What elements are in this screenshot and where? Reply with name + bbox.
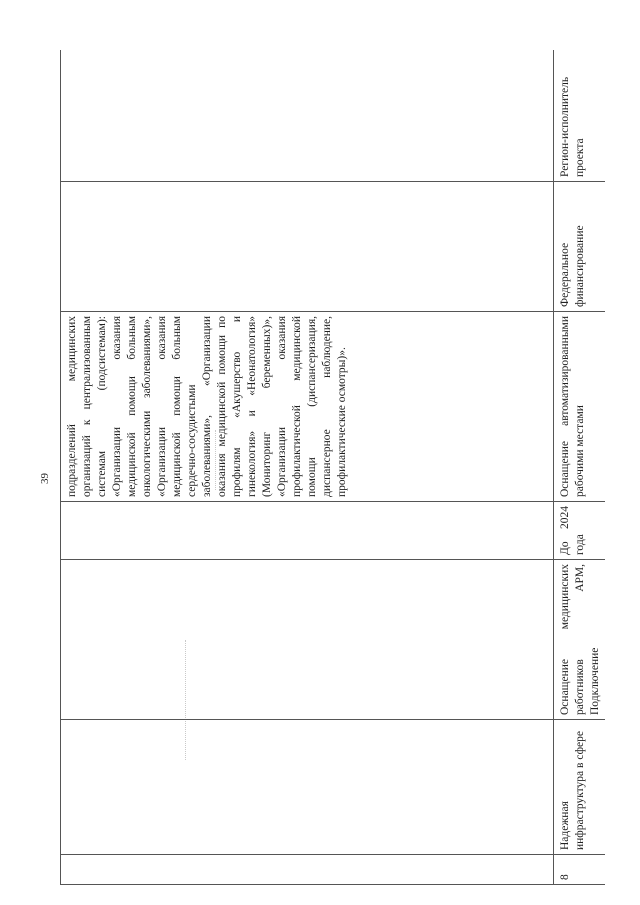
cell-financing: Федеральное финансирование [554, 182, 606, 312]
cell-deadline: До 2024 года [554, 502, 606, 560]
cell-empty [61, 502, 554, 560]
rotated-table-region [60, 50, 605, 885]
cell-empty [61, 855, 554, 885]
cell-row-number: 8 [554, 855, 606, 885]
cell-result: Оснащение автоматизированными рабочими местами [554, 312, 606, 502]
table-row [554, 50, 606, 885]
cell-project-name: Надежная инфраструктура в сфере [554, 720, 606, 855]
cell-continued-text: подразделений медицинских организаций к централизованным системам (подсистемам): «Организации оказания медицинской помощи больным онкологическими заболеваниями», «Организации оказания медицинской помощи больным сердечно-сосудистыми заболеваниями», «Организации оказания медицинской помощи по профилям «Акушерство и гинекология» и «Неонатология» (Мониторинг беременных)», «Организации оказания профилактической медицинской помощи (диспансеризация, диспансерное наблюдение, профилактические осмотры)». [61, 312, 554, 502]
project-table [60, 50, 605, 885]
page-number: 39 [39, 473, 51, 484]
cell-empty [61, 182, 554, 312]
table-row-continued [61, 50, 554, 885]
cell-empty [61, 560, 554, 720]
cell-executor: Регион-исполнитель проекта [554, 50, 606, 182]
cell-empty [61, 720, 554, 855]
cell-empty [61, 50, 554, 182]
cell-measure: Оснащение медицинских работников АРМ, Подключение [554, 560, 606, 720]
